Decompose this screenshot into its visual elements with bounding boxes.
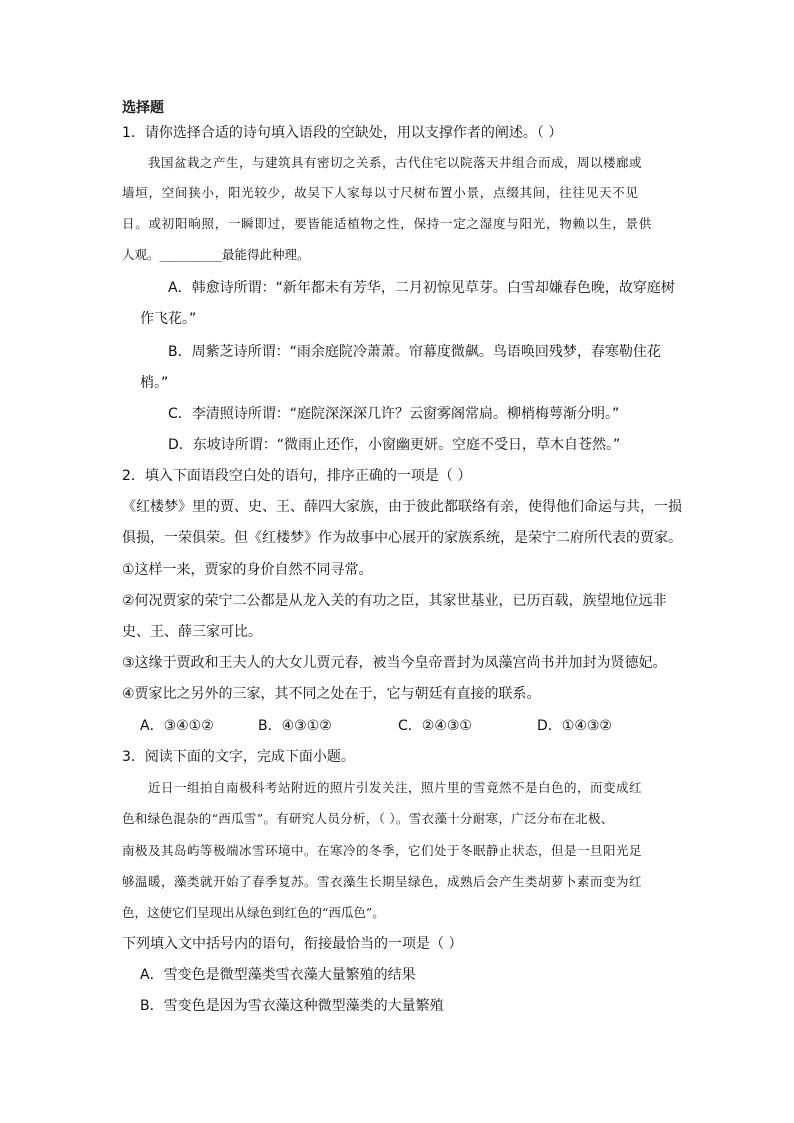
q2-sentence-3: ③这缘于贾政和王夫人的大女儿贾元春，被当今皇帝晋封为凤藻宫尚书并加封为贤德妃。 [122,655,667,671]
q1-option-b: B．周紫芝诗所谓：“雨余庭院冷萧萧。帘幕度微飙。鸟语唤回残梦，春寒勒住花 [168,344,661,360]
q1-passage-line: 人观。__________最能得此种理。 [122,247,310,262]
q3-passage-line: 色，这使它们呈现出从绿色到红色的“西瓜色”。 [122,905,385,920]
q2-stem: 2．填入下面语段空白处的语句，排序正确的一项是（ ） [122,468,472,484]
q3-passage-line: 近日一组拍自南极科考站附近的照片引发关注，照片里的雪竟然不是白色的，而变成红 [148,780,643,795]
q2-sentence-4: ④贾家比之另外的三家，其不同之处在于，它与朝廷有直接的联系。 [122,686,541,702]
q1-option-c: C．李清照诗所谓：“庭院深深深几许？云窗雾阁常扃。柳梢梅萼渐分明。” [168,406,620,422]
q2-option-d: D．①④③② [537,718,612,734]
q3-passage-line: 色和绿色混杂的“西瓜雪”。有研究人员分析，（ ）。雪衣藻十分耐寒，广泛分布在北极、 [122,811,614,826]
q3-passage-line: 南极及其岛屿等极端冰雪环境中。在寒冷的冬季，它们处于冬眠静止状态，但是一旦阳光足 [122,843,643,858]
q3-sub-stem: 下列填入文中括号内的语句，衔接最恰当的一项是（ ） [122,936,463,952]
q1-passage-line: 墙垣，空间狭小，阳光较少，故吴下人家每以寸尺树布置小景，点缀其间，往往见天不见 [122,185,639,200]
q1-option-a-cont: 作飞花。” [140,311,197,327]
q2-option-a: A．③④①② [140,718,214,734]
section-title: 选择题 [122,100,164,116]
q3-passage-line: 够温暖，藻类就开始了春季复苏。雪衣藻生长期呈绿色，成熟后会产生类胡萝卜素而变为红 [122,874,643,889]
q1-stem: 1．请你选择合适的诗句填入语段的空缺处，用以支撑作者的阐述。（ ） [122,125,563,141]
q2-option-b: B．④③①② [258,718,332,734]
q2-sentence-1: ①这样一来，贾家的身价自然不同寻常。 [122,562,373,578]
q2-sentence-2-cont: 史、王、薛三家可比。 [122,624,262,640]
q2-passage-line: 俱损，一荣俱荣。但《红楼梦》作为故事中心展开的家族系统，是荣宁二府所代表的贾家。 [122,530,682,546]
q1-passage-line: 日。或初阳晌照，一瞬即过，要皆能适植物之性，保持一定之湿度与阳光，物赖以生，景供 [122,216,653,231]
q2-option-c: C．②④③① [398,718,472,734]
q1-option-a: A．韩愈诗所谓：“新年都未有芳华，二月初惊见草芽。白雪却嫌春色晚，故穿庭树 [168,280,675,296]
q2-passage-line: 《红楼梦》里的贾、史、王、薛四大家族，由于彼此都联络有亲，使得他们命运与共，一损 [122,499,682,515]
q1-option-d: D．东坡诗所谓：“微雨止还作，小窗幽更妍。空庭不受日，草木自苍然。” [168,437,621,453]
q3-stem: 3．阅读下面的文字，完成下面小题。 [122,749,355,765]
q1-option-b-cont: 梢。” [140,375,169,391]
q3-option-a: A．雪变色是微型藻类雪衣藻大量繁殖的结果 [140,967,416,983]
q1-passage-line: 我国盆栽之产生，与建筑具有密切之关系，古代住宅以院落天井组合而成，周以楼廊或 [148,155,643,170]
q2-sentence-2: ②何况贾家的荣宁二公都是从龙入关的有功之臣，其家世基业，已历百载，族望地位远非 [122,593,667,609]
q3-option-b: B．雪变色是因为雪衣藻这种微型藻类的大量繁殖 [140,998,444,1014]
